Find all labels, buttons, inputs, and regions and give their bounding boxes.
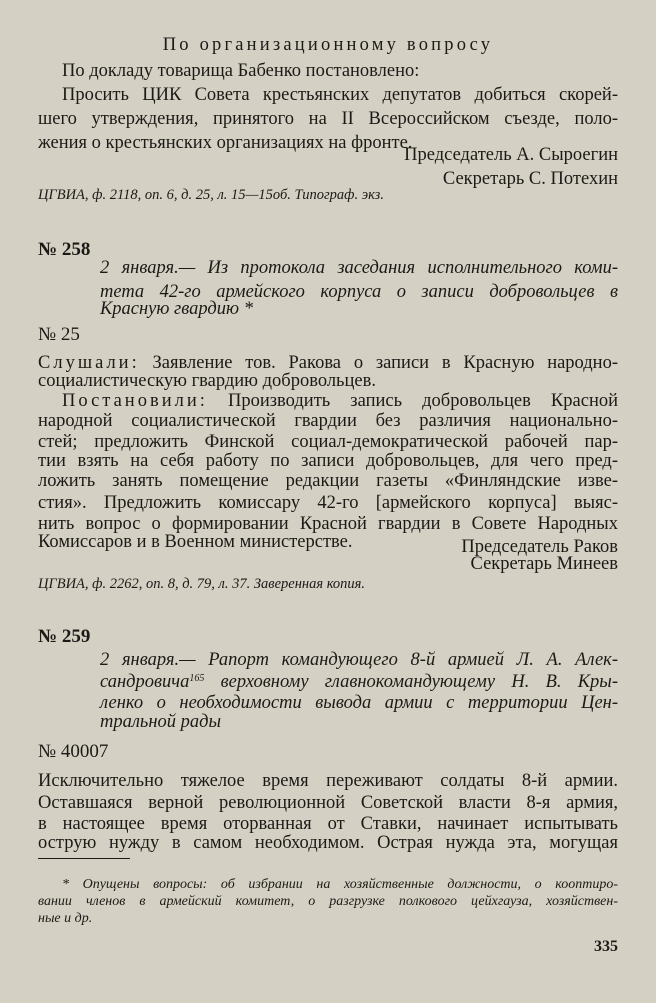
document-title-line: тета 42-го армейского корпуса о записи добровольцев в — [100, 282, 618, 302]
footnote-divider — [38, 858, 130, 859]
title-fragment: сандровича — [100, 672, 190, 692]
archive-source: ЦГВИА, ф. 2262, оп. 8, д. 79, л. 37. Заверенная копия. — [38, 576, 366, 592]
heard-label: Слушали: — [38, 353, 140, 373]
body-line: По докладу товарища Бабенко постановлено: — [62, 61, 420, 81]
body-line: нить вопрос о формировании Красной гвардии в Совете Народных — [38, 514, 618, 534]
document-number: № 259 — [38, 626, 91, 647]
document-title-line: 2 января.— Из протокола заседания исполнительного коми- — [100, 258, 618, 278]
title-fragment: верховному главнокомандующему Н. В. Кры- — [220, 672, 618, 692]
document-title-line: тральной рады — [100, 712, 222, 732]
protocol-number: № 40007 — [38, 741, 109, 762]
heard-text: Заявление тов. Ракова о записи в Красную народно- — [152, 353, 618, 373]
body-line: шего утверждения, принятого на II Всероссийском съезде, поло- — [38, 109, 618, 129]
body-line: тии взять на себя работу по записи добровольцев, для чего пред- — [38, 451, 618, 471]
page-number: 335 — [594, 938, 618, 955]
signature-chair: Председатель Раков — [461, 537, 618, 557]
body-line: Оставшаяся верной революционной Советской власти 8-я армия, — [38, 793, 618, 813]
body-line: народной социалистической гвардии без различия национально- — [38, 411, 618, 431]
body-line: Комиссаров и в Военном министерстве. — [38, 532, 353, 552]
protocol-number: № 25 — [38, 324, 80, 345]
document-title-line: ленко о необходимости вывода армии с территории Цен- — [100, 693, 618, 713]
body-line: жения о крестьянских организациях на фронте. — [38, 133, 413, 153]
body-line: в настоящее время оторванная от Ставки, начинает испытывать — [38, 814, 618, 834]
resolved-text: Производить запись добровольцев Красной — [227, 391, 618, 411]
body-line: Исключительно тяжелое время переживают солдаты 8-й армии. — [38, 771, 618, 791]
signature-secretary: Секретарь С. Потехин — [442, 169, 618, 189]
resolved-label: Постановили: — [62, 391, 208, 411]
document-number: № 258 — [38, 239, 91, 260]
body-line: Просить ЦИК Совета крестьянских депутатов добиться скорей- — [62, 85, 618, 105]
footnote-line: ные и др. — [38, 911, 93, 926]
body-line: острую нужду в самом необходимом. Острая нужда эта, могущая — [38, 833, 618, 853]
body-line: стия». Предложить комиссару 42-го [армейского корпуса] выяс- — [38, 493, 618, 513]
archive-source: ЦГВИА, ф. 2118, оп. 6, д. 25, л. 15—15об. Типограф. экз. — [38, 187, 384, 203]
footnote-line: * Опущены вопросы: об избрании на хозяйственные должности, о кооптиро- — [62, 877, 618, 892]
footnote-reference: 165 — [189, 673, 205, 684]
document-title-line: Красную гвардию * — [100, 299, 253, 319]
section-heading: По организационному вопросу — [162, 35, 494, 55]
body-line: социалистическую гвардию добровольцев. — [38, 371, 376, 391]
body-line: ложить занять помещение редакции газеты «Финляндские изве- — [38, 471, 618, 491]
body-line: стей; предложить Финской социал-демократической рабочей пар- — [38, 432, 618, 452]
footnote-line: вании членов в армейский комитет, о разгрузке полкового цейхгауза, хозяйствен- — [38, 894, 618, 909]
signature-chair: Председатель А. Сыроегин — [404, 145, 618, 165]
signature-secretary: Секретарь Минеев — [470, 554, 618, 574]
document-title-line: 2 января.— Рапорт командующего 8-й армией Л. А. Алек- — [100, 650, 618, 670]
